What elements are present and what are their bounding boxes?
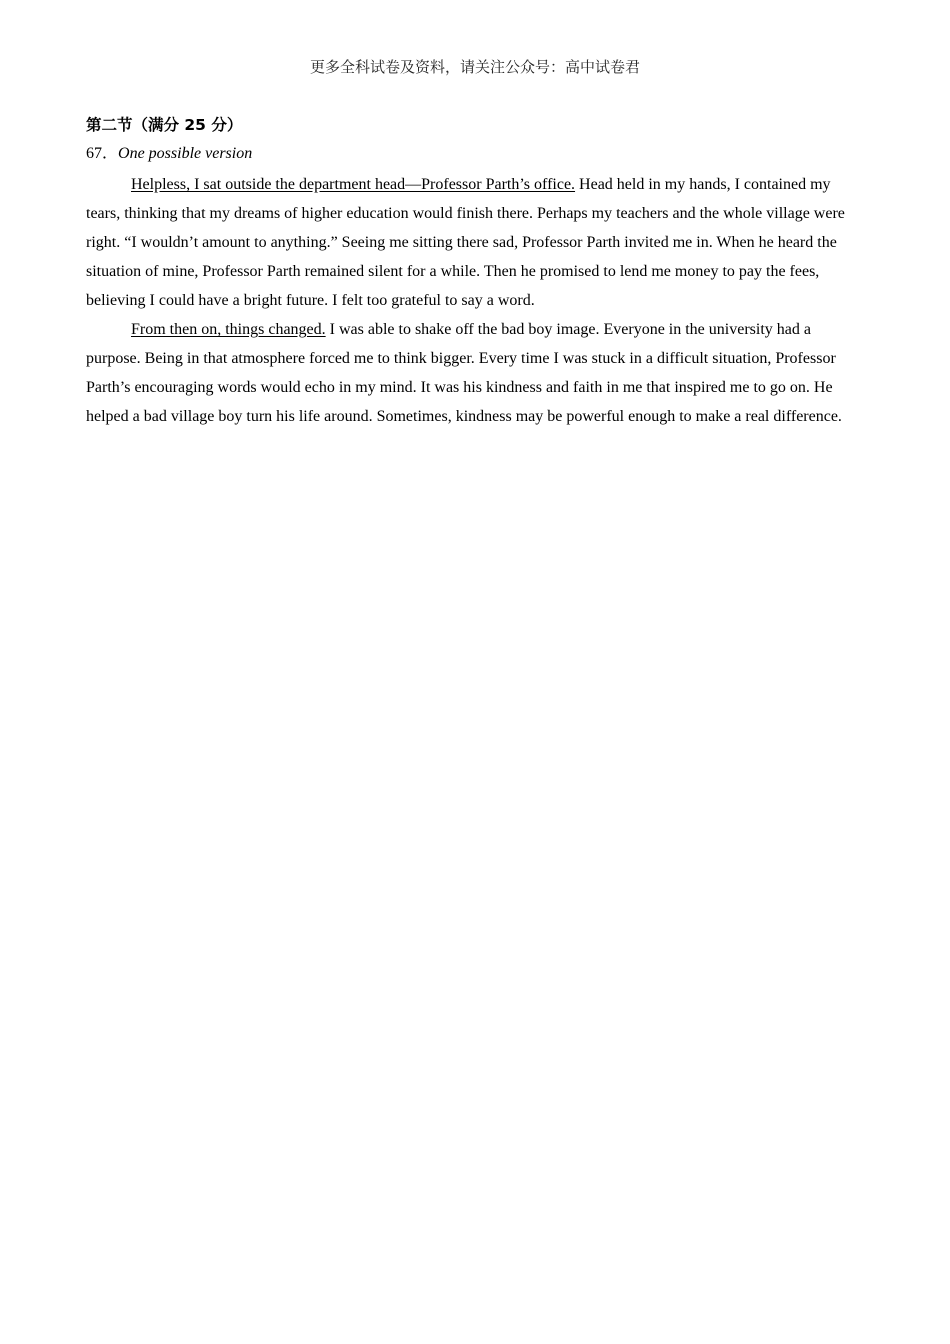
paragraph-1 (86, 170, 868, 315)
header-note: 更多全科试卷及资料，请关注公众号：高中试卷君 (309, 58, 640, 76)
version-label: One possible version (118, 145, 253, 162)
paragraph-1-body: Head held in my hands, I contained my tears, thinking that my dreams of higher education would finish there. Perhaps my teachers and the whole village were right. “I wouldn’t amount to anything.” Seeing me sitting there sad, Professor Parth invited me in. When he heard the situation of mine, Professor Parth remained silent for a while. Then he promised to lend me money to pay the fees, believing I could have a bright future. I felt too grateful to say a word. (86, 176, 845, 309)
paragraph-1-lead: Helpless, I sat outside the department head—Professor Parth’s office. (131, 176, 576, 193)
document-content (86, 114, 868, 431)
question-number: 67． (86, 145, 119, 162)
question-line (86, 143, 868, 165)
paragraph-2 (86, 315, 868, 431)
paragraph-2-lead: From then on, things changed. (131, 321, 326, 338)
paragraph-2-body: I was able to shake off the bad boy image. Everyone in the university had a purpose. Being in that atmosphere forced me to think bigger. Every time I was stuck in a difficult situation, Professor Parth’s encouraging words would echo in my mind. It was his kindness and faith in me that inspired me to go on. He helped a bad village boy turn his life around. Sometimes, kindness may be powerful enough to make a real difference. (86, 321, 842, 425)
section-heading: 第二节（满分 25 分） (86, 116, 243, 134)
